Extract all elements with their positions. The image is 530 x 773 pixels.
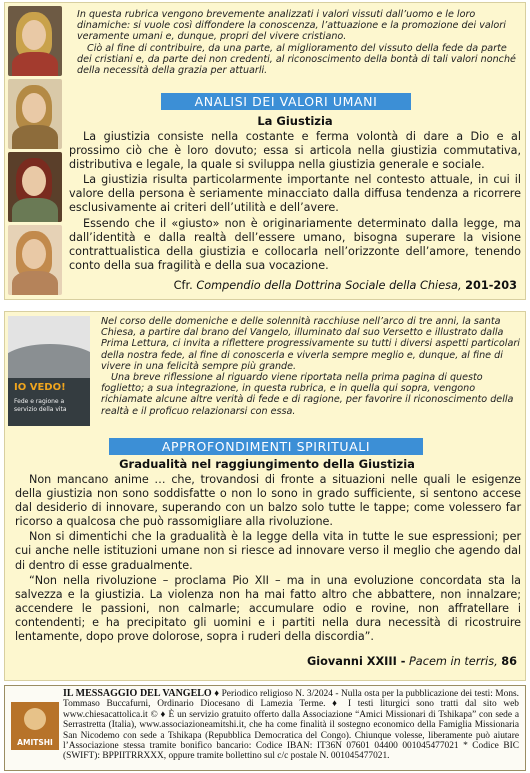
footer-notice bbox=[11, 689, 519, 762]
footer-details: ♦ Periodico religioso N. 3/2024 - Nulla osta per la pubblicazione dei testi: Mons. Tommaso Buccafurni, Ordinario Diocesano di Lamezia Terme. ♦ I testi liturgici sono tratti dal sito web www.chiesacattolica.it © ♦ È un servizio gratuito offerto dalla Associazione “Amici Missionari di Tshikapa” con sede a Serrastretta (Italia), www.associazioneamitshi.it, che ha come finalità il sostegno economico della Famiglia Missionaria San Nicodemo con sede a Tshikapa (Repubblica Democratica del Congo). Chiunque volesse, liberamente può aiutare l’Associazione stessa tramite bonifico bancario: Codice IBAN: IT36N 07601 04400 001045477021 * Codice BIC (SWIFT): BPPIITRRXXX, oppure tramite bollettino sul c/c postale N. 001045477021. bbox=[63, 689, 519, 762]
logo-label: AMITSHI bbox=[17, 738, 53, 747]
citation bbox=[307, 655, 517, 668]
citation-prefix: Cfr. bbox=[173, 279, 193, 292]
body-paragraph: La giustizia consiste nella costante e ferma volontà di dare a Dio e al prossimo ciò che è loro dovuto; essa si articola nella giustizia commutativa, distributiva e legale, la quale si sviluppa nella giustizia generale e sociale. bbox=[69, 130, 521, 172]
spiritual-intro bbox=[101, 316, 521, 417]
portrait-strip bbox=[8, 6, 62, 296]
card-title: IO VEDO! bbox=[14, 382, 66, 393]
portrait-image-2 bbox=[8, 79, 62, 149]
citation-pages: 201-203 bbox=[465, 279, 517, 292]
amitshi-logo bbox=[11, 702, 59, 750]
citation-prefix: Giovanni XXIII - bbox=[306, 655, 406, 668]
portrait-image-4 bbox=[8, 225, 62, 295]
citation-work: Pacem in terris, bbox=[409, 655, 498, 668]
magazine-title: IL MESSAGGIO DEL VANGELO bbox=[63, 688, 212, 699]
intro-paragraph: In questa rubrica vengono brevemente analizzati i valori vissuti dall’uomo e le loro dinamiche: si vuole così diffondere la conoscenza, l’attuazione e la promozione dei valori veramente umani e, dunque, propri del vivere cristiano. bbox=[77, 9, 506, 43]
intro-paragraph: Una breve riflessione al riguardo viene riportata nella prima pagina di questo foglietto; a sua integrazione, in questa rubrica, e in quella qui sopra, vengono richiamate alcune altre verità di fede e di ragione, per favorire il riconoscimento della realtà e il proficuo relazionarsi con essa. bbox=[101, 372, 514, 417]
spiritual-panel bbox=[4, 311, 526, 681]
citation bbox=[174, 279, 517, 292]
citation-work: Compendio della Dottrina Sociale della Chiesa, bbox=[196, 279, 462, 292]
body-paragraph: Essendo che il «giusto» non è originariamente determinato dalla legge, ma dall’identità e dalla realtà dell’essere umano, bisogna superare la visione contrattualistica della giustizia e collocarla nell’orizzonte dell’amore, tenendo conto della sua fragilità e della sua vocazione. bbox=[69, 216, 521, 272]
body-paragraph: La giustizia risulta particolarmente importante nel contesto attuale, in cui il valore della persona è seriamente minacciato dalla diffusa tendenza a ricorrere esclusivamente ai criteri dell’utilità e dell’avere. bbox=[69, 173, 521, 215]
article-title: La Giustizia bbox=[257, 114, 333, 128]
publication-footer bbox=[4, 685, 526, 771]
intro-paragraph: Ciò al fine di contribuire, da una parte, al miglioramento del vissuto della fede da parte dei cristiani e, da parte dei non credenti, al riconoscimento della bontà di tali valori nonché della necessità della grazia per attuarli. bbox=[77, 42, 516, 77]
io-vedo-card bbox=[8, 316, 90, 426]
body-paragraph: “Non nella rivoluzione – proclama Pio XII – ma in una evoluzione concordata sta la salvezza e la giustizia. La violenza non ha mai fatto altro che abbattere, non innalzare; accendere le passioni, non calmarle; accumulare odio e rovine, non affratellare i contendenti; e ha precipitato gli uomini e i partiti nella dura necessità di ricostruire lentamente, dopo prove dolorose, sopra i ruderi della discordia”. bbox=[15, 573, 521, 644]
article-title: Gradualità nel raggiungimento della Giustizia bbox=[119, 457, 415, 471]
card-subtitle: Fede e ragione a servizio della vita bbox=[14, 398, 67, 413]
article-body bbox=[15, 473, 521, 645]
intro-paragraph: Nel corso delle domeniche e delle solennità racchiuse nell’arco di tre anni, la santa Chiesa, a partire dal brano del Vangelo, illuminato dal suo Versetto e illustrato dalla Prima Lettura, ci invita a riflettere progressivamente su tutti i diversi aspetti particolari della nostra fede, al fine di conoscerla e viverla sempre meglio e, dunque, al fine di vivere in una felicità sempre più grande. bbox=[101, 316, 520, 372]
citation-pages: 86 bbox=[501, 655, 517, 668]
body-paragraph: Non mancano anime … che, trovandosi di fronte a situazioni nelle quali le esigenze della giustizia non sono soddisfatte o non lo sono in grado sufficiente, si sentono accese dal desiderio di innovare, superando con un balzo solo tutte le tappe; come volessero far ricorso a qualcosa che può rassomigliare alla rivoluzione. bbox=[15, 473, 521, 529]
section-banner: APPROFONDIMENTI SPIRITUALI bbox=[109, 438, 423, 455]
article-body bbox=[69, 130, 521, 274]
values-intro bbox=[77, 9, 521, 76]
section-banner: ANALISI DEI VALORI UMANI bbox=[161, 93, 411, 110]
body-paragraph: Non si dimentichi che la gradualità è la legge della vita in tutte le sue espressioni; per cui anche nelle istituzioni umane non si riesce ad innovare verso il meglio che agendo dal di dentro di esse gradualmente. bbox=[15, 530, 521, 572]
portrait-image-1 bbox=[8, 6, 62, 76]
portrait-image-3 bbox=[8, 152, 62, 222]
values-panel bbox=[4, 2, 526, 300]
